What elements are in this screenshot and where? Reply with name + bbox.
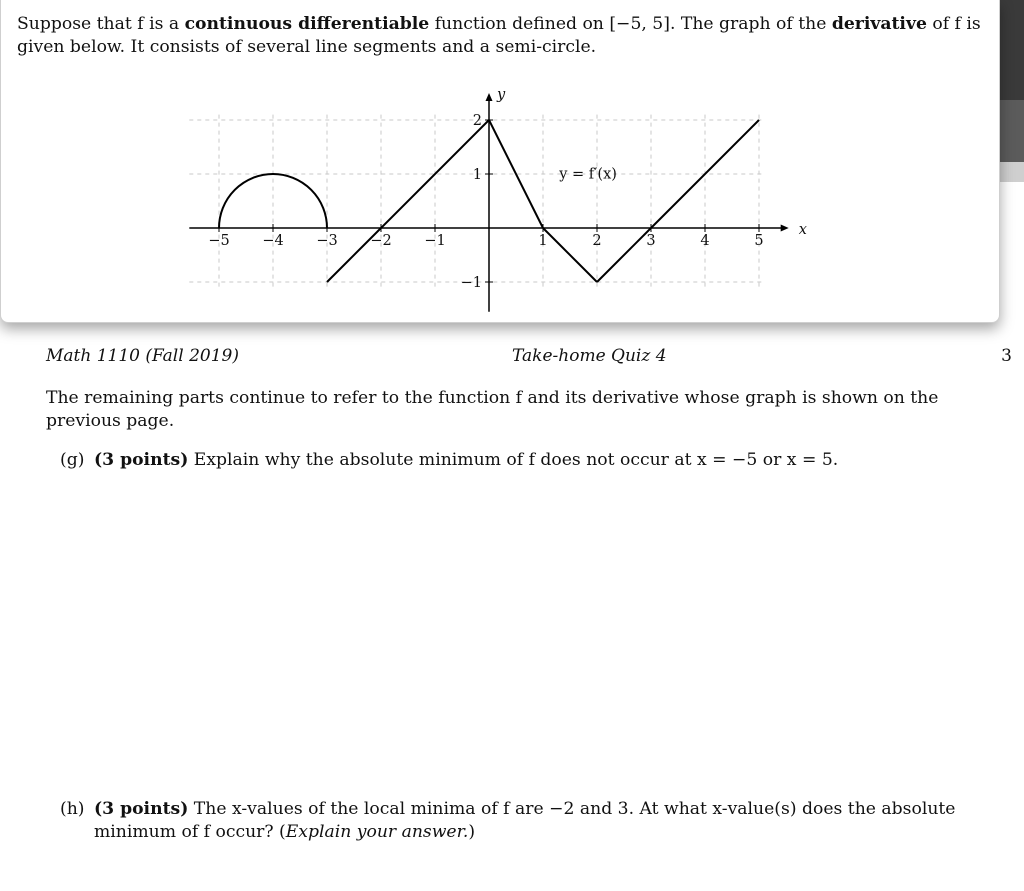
graph-grid	[189, 115, 764, 291]
statement-text: of f is given below. It consists of several line segments and a semi-circle.	[17, 14, 981, 57]
course-name: Math 1110 (Fall 2019)	[46, 346, 239, 366]
question-text	[94, 449, 1008, 472]
previous-page-popup	[0, 0, 1000, 323]
x-tick-label: 5	[754, 233, 764, 249]
question-points: (3 points)	[94, 799, 189, 819]
curve-label: y = f′(x)	[559, 166, 617, 183]
x-axis-arrowhead	[781, 225, 789, 232]
question-body: Explain why the absolute minimum of f does not occur at x = −5 or x = 5.	[188, 450, 839, 470]
statement-text: Suppose that f is a	[17, 14, 185, 34]
y-tick-label: 2	[472, 113, 482, 129]
y-axis-arrowhead	[486, 93, 493, 101]
axis-ticks	[208, 113, 763, 291]
y-axis-label: y	[497, 87, 506, 103]
background-window-strip	[1000, 100, 1024, 162]
x-tick-label: −4	[262, 233, 284, 249]
question-text	[94, 798, 1012, 844]
x-tick-label: 3	[646, 233, 656, 249]
quiz-title: Take-home Quiz 4	[512, 346, 667, 366]
background-window-strip	[1000, 0, 1024, 100]
x-tick-label: −3	[316, 233, 338, 249]
question-body: )	[468, 822, 476, 842]
x-axis-label: x	[798, 222, 807, 238]
question-marker: (g)	[60, 450, 85, 470]
x-tick-label: 1	[538, 233, 548, 249]
statement-text: function defined on [−5, 5]. The graph of the	[429, 14, 832, 34]
x-tick-label: −5	[208, 233, 230, 249]
question-body: The x-values of the local minima of f are −2 and 3. At what x-value(s) does the absolute minimum of f occur? (	[94, 799, 956, 842]
derivative-graph	[1, 0, 999, 322]
intro-paragraph: The remaining parts continue to refer to the function f and its derivative whose graph is shown on the previous page.	[46, 388, 939, 431]
question-marker: (h)	[60, 799, 85, 819]
x-tick-label: −2	[370, 233, 392, 249]
page-number: 3	[1001, 346, 1012, 366]
y-tick-label: −1	[460, 275, 482, 291]
statement-bold-text: continuous differentiable	[184, 14, 430, 34]
x-tick-label: −1	[424, 233, 446, 249]
page-header	[46, 346, 1012, 368]
x-tick-label: 2	[592, 233, 602, 249]
statement-bold-text: derivative	[831, 14, 927, 34]
x-tick-label: 4	[700, 233, 710, 249]
question-points: (3 points)	[94, 450, 189, 470]
y-tick-label: 1	[472, 167, 482, 183]
derivative-line-segment	[597, 228, 651, 282]
derivative-line-segment	[543, 228, 597, 282]
background-window-strip	[1000, 162, 1024, 182]
question-italic: Explain your answer.	[285, 822, 469, 842]
